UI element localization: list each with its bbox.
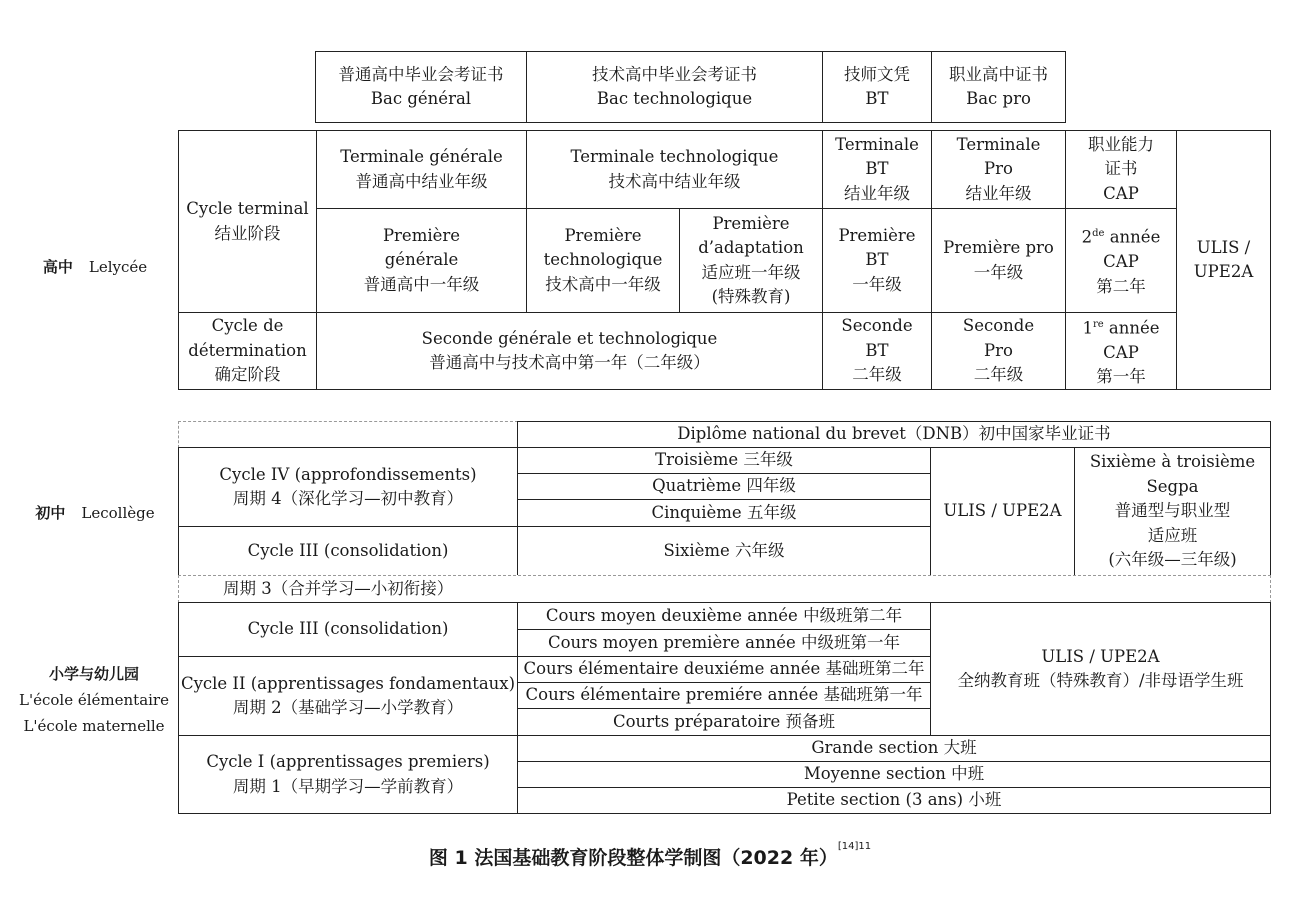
cycle-determination-line2: détermination xyxy=(188,340,307,360)
cm1-cell xyxy=(517,629,931,657)
cap-cert-l3: CAP xyxy=(1103,183,1139,203)
cap1-num: 1 xyxy=(1082,318,1093,337)
cap1-rest: année xyxy=(1103,318,1160,337)
cycle2-fr: Cycle II (apprentissages fondamentaux) xyxy=(180,673,516,693)
primary-ulis-l1: ULIS / UPE2A xyxy=(1041,646,1160,666)
moyenne-section-cell xyxy=(517,761,1271,788)
cap-first-year-cell xyxy=(1065,312,1177,390)
cap2-heading xyxy=(1082,222,1161,250)
college-cycle3-text: Cycle III (consolidation) xyxy=(247,540,449,560)
cycle-terminal-fr: Cycle terminal xyxy=(186,199,309,218)
sixieme-cell xyxy=(517,526,931,576)
figure-caption-ref: [14]11 xyxy=(837,841,872,852)
premiere-techno-l1: Première xyxy=(564,225,642,245)
seconde-gt-cell xyxy=(316,312,823,390)
seconde-bt-l3: 二年级 xyxy=(852,365,902,385)
cap1-l3: 第一年 xyxy=(1096,367,1146,386)
bac-techno-zh: 技术高中毕业会考证书 xyxy=(592,64,757,84)
college-ulis-text: ULIS / UPE2A xyxy=(943,501,1062,521)
primary-label-fr2: L'école maternelle xyxy=(23,717,165,735)
seconde-pro-l1: Seconde xyxy=(962,316,1035,336)
terminale-techno-fr: Terminale technologique xyxy=(570,147,779,166)
premiere-adapt-l3: 适应班一年级 xyxy=(701,262,801,282)
terminale-bt-l2: BT xyxy=(865,159,889,179)
cycle2-zh: 周期 2（基础学习—小学教育） xyxy=(232,698,464,717)
cycle3-bridge-cell xyxy=(178,575,1271,603)
primary-label-fr1: L'école élémentaire xyxy=(19,691,169,709)
figure-caption-text: 图 1 法国基础教育阶段整体学制图（2022 年） xyxy=(428,847,838,869)
terminale-bt-l1: Terminale xyxy=(835,134,919,154)
cap1-sup: re xyxy=(1092,318,1104,330)
primary-label-zh: 小学与幼儿园 xyxy=(48,665,139,683)
premiere-techno-l2: technologique xyxy=(543,250,663,270)
cycle3-bridge-text: 周期 3（合并学习—小初衔接） xyxy=(223,578,454,598)
premiere-bt-cell xyxy=(822,208,932,313)
cp-cell xyxy=(517,708,931,736)
cycle4-fr: Cycle IV (approfondissements) xyxy=(219,464,477,484)
lycee-label xyxy=(20,250,170,284)
petite-section-text: Petite section (3 ans) 小班 xyxy=(786,790,1002,810)
grande-section-cell xyxy=(517,735,1271,762)
cap2-rest: année xyxy=(1104,227,1161,247)
cycle-determination-line1: Cycle de xyxy=(211,316,284,336)
premiere-techno-cell xyxy=(526,208,680,313)
premiere-generale-l2: générale xyxy=(384,250,459,270)
bt-cell xyxy=(822,51,932,123)
primary-ulis-l2: 全纳教育班（特殊教育）/非母语学生班 xyxy=(957,671,1244,690)
lycee-label-zh: 高中 xyxy=(42,258,73,276)
premiere-adapt-l4: (特殊教育) xyxy=(711,287,791,306)
cap-cert-l2: 证书 xyxy=(1104,159,1138,179)
cycle-determination-cell xyxy=(178,312,317,390)
bac-general-cell xyxy=(315,51,527,123)
terminale-techno-zh: 技术高中结业年级 xyxy=(608,171,741,191)
ce2-text: Cours élémentaire deuxiéme année 基础班第二年 xyxy=(523,659,925,679)
moyenne-section-text: Moyenne section 中班 xyxy=(803,764,985,784)
figure-caption xyxy=(0,843,1300,870)
bac-general-fr: Bac général xyxy=(370,89,472,108)
cycle2-cell xyxy=(178,656,518,736)
bac-pro-zh: 职业高中证书 xyxy=(949,64,1048,84)
lycee-label-fr: Lelycée xyxy=(88,258,148,276)
cinquieme-cell xyxy=(517,499,931,527)
seconde-pro-cell xyxy=(931,312,1066,390)
premiere-bt-l3: 一年级 xyxy=(852,274,902,294)
terminale-pro-l1: Terminale xyxy=(956,134,1041,154)
premiere-techno-l3: 技术高中一年级 xyxy=(545,274,661,294)
terminale-generale-cell xyxy=(316,130,527,209)
cap2-num: 2 xyxy=(1081,227,1093,247)
cycle1-fr: Cycle I (apprentissages premiers) xyxy=(206,752,490,771)
seconde-bt-l1: Seconde xyxy=(841,316,913,336)
segpa-cell xyxy=(1074,447,1271,576)
petite-section-cell xyxy=(517,787,1271,814)
segpa-l4: 适应班 xyxy=(1147,525,1198,545)
premiere-bt-l1: Première xyxy=(838,225,916,245)
segpa-l3: 普通型与职业型 xyxy=(1114,501,1231,521)
seconde-pro-l3: 二年级 xyxy=(973,365,1024,385)
premiere-pro-l1: Première pro xyxy=(943,238,1054,257)
primary-cycle3-text: Cycle III (consolidation) xyxy=(247,619,449,639)
segpa-l1: Sixième à troisième xyxy=(1089,452,1256,472)
segpa-l2: Segpa xyxy=(1146,476,1199,496)
lycee-ulis-l2: UPE2A xyxy=(1193,262,1254,281)
dnb-text: Diplôme national du brevet（DNB）初中国家毕业证书 xyxy=(677,424,1111,444)
bac-techno-fr: Bac technologique xyxy=(596,89,753,108)
troisieme-cell xyxy=(517,447,931,474)
cap1-heading xyxy=(1082,313,1159,341)
seconde-pro-l2: Pro xyxy=(984,340,1013,360)
dnb-cell xyxy=(517,421,1271,448)
cap-second-year-cell xyxy=(1065,208,1177,313)
bac-general-zh: 普通高中毕业会考证书 xyxy=(338,64,504,84)
ce1-text: Cours élémentaire premiére année 基础班第一年 xyxy=(525,685,923,705)
terminale-pro-cell xyxy=(931,130,1066,209)
seconde-bt-cell xyxy=(822,312,932,390)
bt-zh: 技师文凭 xyxy=(844,64,910,84)
primary-label xyxy=(14,660,174,740)
cap1-l2: CAP xyxy=(1103,342,1139,362)
cap-cert-l1: 职业能力 xyxy=(1088,134,1154,154)
college-label xyxy=(20,496,170,530)
terminale-bt-cell xyxy=(822,130,932,209)
bac-techno-cell xyxy=(526,51,823,123)
premiere-bt-l2: BT xyxy=(865,250,889,270)
cm2-text: Cours moyen deuxième année 中级班第二年 xyxy=(545,605,903,625)
dnb-blank-cell xyxy=(178,421,518,448)
terminale-bt-l3: 结业年级 xyxy=(844,183,910,203)
premiere-generale-l3: 普通高中一年级 xyxy=(363,274,480,294)
quatrieme-text: Quatrième 四年级 xyxy=(652,476,796,496)
primary-cycle3-cell xyxy=(178,602,518,657)
seconde-gt-zh: 普通高中与技术高中第一年（二年级） xyxy=(429,353,710,372)
college-cycle3-cell xyxy=(178,526,518,576)
college-ulis-cell xyxy=(930,447,1075,576)
cap2-l2: CAP xyxy=(1103,252,1139,271)
terminale-generale-fr: Terminale générale xyxy=(340,147,503,166)
premiere-generale-cell xyxy=(316,208,527,313)
lycee-ulis-cell xyxy=(1176,130,1271,390)
premiere-adaptation-cell xyxy=(679,208,823,313)
cycle1-zh: 周期 1（早期学习—学前教育） xyxy=(232,776,464,796)
terminale-generale-zh: 普通高中结业年级 xyxy=(355,171,488,191)
cycle4-cell xyxy=(178,447,518,527)
cap2-sup: de xyxy=(1092,228,1105,239)
sixieme-text: Sixième 六年级 xyxy=(663,540,785,560)
cap-cert-cell xyxy=(1065,130,1177,209)
premiere-pro-cell xyxy=(931,208,1066,313)
premiere-pro-l2: 一年级 xyxy=(973,262,1024,282)
college-label-fr: Lecollège xyxy=(81,504,155,522)
lycee-ulis-l1: ULIS / xyxy=(1196,237,1251,257)
ce2-cell xyxy=(517,656,931,683)
cycle-determination-zh: 确定阶段 xyxy=(214,365,281,385)
terminale-techno-cell xyxy=(526,130,823,209)
cm2-cell xyxy=(517,602,931,630)
bac-pro-cell xyxy=(931,51,1066,123)
cp-text: Courts préparatoire 预备班 xyxy=(613,711,835,731)
cycle-terminal-cell xyxy=(178,130,317,313)
cap2-l3: 第二年 xyxy=(1096,276,1146,296)
quatrieme-cell xyxy=(517,473,931,500)
cycle1-cell xyxy=(178,735,518,814)
ce1-cell xyxy=(517,682,931,709)
cycle-terminal-zh: 结业阶段 xyxy=(214,223,281,243)
grande-section-text: Grande section 大班 xyxy=(811,738,977,758)
cycle4-zh: 周期 4（深化学习—初中教育） xyxy=(232,489,464,508)
bt-fr: BT xyxy=(865,89,889,108)
terminale-pro-l2: Pro xyxy=(984,159,1013,179)
premiere-generale-l1: Première xyxy=(382,225,461,245)
segpa-l5: (六年级—三年级) xyxy=(1108,550,1237,570)
bac-pro-fr: Bac pro xyxy=(966,89,1031,108)
cinquieme-text: Cinquième 五年级 xyxy=(651,502,797,522)
terminale-pro-l3: 结业年级 xyxy=(965,183,1032,203)
premiere-adapt-l2: d’adaptation xyxy=(698,238,804,257)
college-label-zh: 初中 xyxy=(35,504,66,522)
premiere-adapt-l1: Première xyxy=(712,213,790,233)
primary-ulis-cell xyxy=(930,602,1271,736)
troisieme-text: Troisième 三年级 xyxy=(655,450,793,470)
seconde-bt-l2: BT xyxy=(865,340,889,360)
cm1-text: Cours moyen première année 中级班第一年 xyxy=(548,632,900,652)
seconde-gt-fr: Seconde générale et technologique xyxy=(421,328,718,348)
